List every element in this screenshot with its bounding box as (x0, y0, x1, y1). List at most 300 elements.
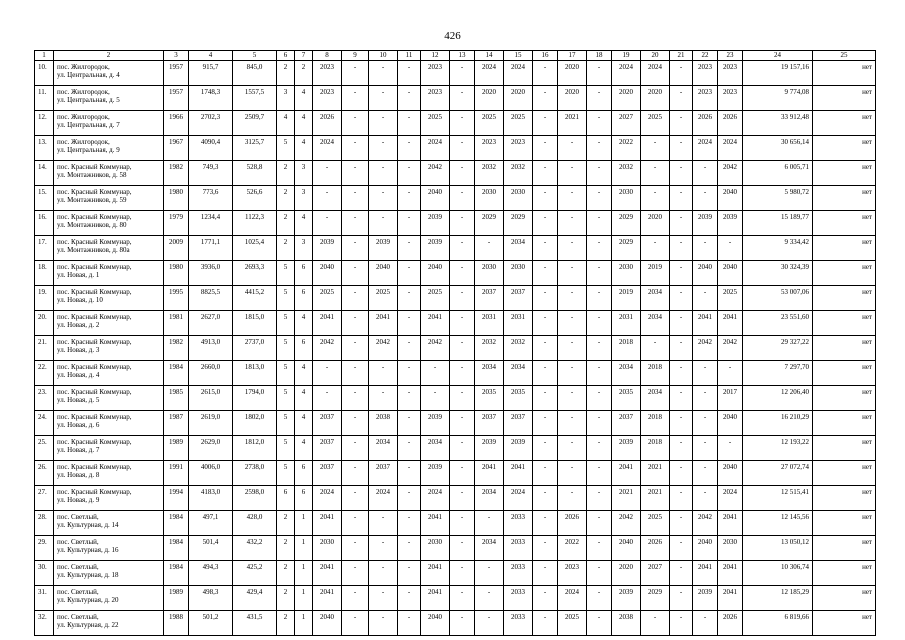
table-cell: - (369, 510, 398, 535)
table-cell: 1991 (164, 460, 189, 485)
cost-cell: 29 327,22 (743, 335, 813, 360)
column-number-cell: 13 (450, 51, 475, 61)
table-cell: - (670, 610, 693, 635)
table-cell: 2027 (641, 560, 670, 585)
table-cell: - (670, 560, 693, 585)
table-cell: 2025 (369, 285, 398, 310)
table-cell: 2 (295, 60, 313, 85)
table-cell: 2024 (421, 485, 450, 510)
status-cell: нет (813, 235, 876, 260)
table-cell: 2025 (641, 110, 670, 135)
table-cell: - (587, 360, 612, 385)
table-row (35, 460, 876, 485)
address-cell: пос. Красный Коммунар, ул. Новая, д. 3 (54, 335, 164, 360)
table-cell: 1989 (164, 585, 189, 610)
table-cell: 428,0 (233, 510, 277, 535)
status-cell: нет (813, 485, 876, 510)
column-number-cell: 14 (475, 51, 504, 61)
table-cell: 1812,0 (233, 435, 277, 460)
table-cell: 2042 (313, 335, 342, 360)
table-cell: 2041 (421, 585, 450, 610)
table-cell: - (693, 235, 718, 260)
table-cell: - (342, 335, 369, 360)
table-cell: - (450, 60, 475, 85)
column-number-cell: 22 (693, 51, 718, 61)
table-cell: 1989 (164, 435, 189, 460)
status-cell: нет (813, 410, 876, 435)
table-cell: - (421, 360, 450, 385)
table-cell: 4913,0 (189, 335, 233, 360)
table-cell: 2040 (421, 610, 450, 635)
table-cell: 2023 (693, 60, 718, 85)
table-cell: - (450, 310, 475, 335)
table-cell: 2041 (718, 585, 743, 610)
row-number-cell: 21. (35, 335, 54, 360)
address-cell: пос. Жилгородок, ул. Центральная, д. 9 (54, 135, 164, 160)
address-cell: пос. Красный Коммунар, ул. Новая, д. 10 (54, 285, 164, 310)
row-number-cell: 25. (35, 435, 54, 460)
table-cell: - (670, 160, 693, 185)
table-cell: 2042 (693, 510, 718, 535)
table-cell: - (342, 135, 369, 160)
table-cell: 1984 (164, 510, 189, 535)
table-cell: - (558, 285, 587, 310)
table-cell: - (450, 110, 475, 135)
table-cell: - (398, 85, 421, 110)
cost-cell: 5 980,72 (743, 185, 813, 210)
row-number-cell: 27. (35, 485, 54, 510)
table-cell: 4 (295, 135, 313, 160)
table-cell: 2030 (475, 185, 504, 210)
table-cell: - (670, 185, 693, 210)
table-cell: - (398, 110, 421, 135)
table-cell: - (475, 585, 504, 610)
table-cell: 6 (295, 335, 313, 360)
table-cell: - (398, 285, 421, 310)
table-cell: 2027 (612, 110, 641, 135)
column-number-cell: 16 (533, 51, 558, 61)
table-cell: - (693, 360, 718, 385)
table-cell: - (398, 335, 421, 360)
table-cell: - (558, 260, 587, 285)
address-cell: пос. Красный Коммунар, ул. Новая, д. 2 (54, 310, 164, 335)
table-cell: - (533, 535, 558, 560)
table-cell: 4 (277, 110, 295, 135)
row-number-cell: 19. (35, 285, 54, 310)
table-row (35, 160, 876, 185)
table-cell: 5 (277, 360, 295, 385)
row-number-cell: 31. (35, 585, 54, 610)
table-cell: 1 (295, 610, 313, 635)
table-cell: 2023 (718, 60, 743, 85)
table-cell: 5 (277, 285, 295, 310)
status-cell: нет (813, 260, 876, 285)
table-cell: 3 (277, 85, 295, 110)
table-cell: 2041 (504, 460, 533, 485)
table-cell: - (670, 85, 693, 110)
table-cell: 2026 (641, 535, 670, 560)
table-cell: 915,7 (189, 60, 233, 85)
table-cell: 2041 (475, 460, 504, 485)
table-cell: 2039 (693, 585, 718, 610)
status-cell: нет (813, 585, 876, 610)
column-number-cell: 2 (54, 51, 164, 61)
table-cell: - (533, 410, 558, 435)
table-cell: 1957 (164, 85, 189, 110)
cost-cell: 9 334,42 (743, 235, 813, 260)
column-number-cell: 23 (718, 51, 743, 61)
table-cell: - (313, 185, 342, 210)
table-cell: - (670, 285, 693, 310)
address-cell: пос. Жилгородок, ул. Центральная, д. 4 (54, 60, 164, 85)
table-cell: 431,5 (233, 610, 277, 635)
table-cell: 4 (295, 435, 313, 460)
table-cell: 2029 (504, 210, 533, 235)
table-cell: - (450, 460, 475, 485)
cost-cell: 23 551,60 (743, 310, 813, 335)
table-cell: 2024 (369, 485, 398, 510)
address-cell: пос. Светлый, ул. Культурная, д. 16 (54, 535, 164, 560)
table-cell: - (450, 210, 475, 235)
table-cell: 2025 (558, 610, 587, 635)
table-cell: 2693,3 (233, 260, 277, 285)
column-number-cell: 8 (313, 51, 342, 61)
table-cell: 2598,0 (233, 485, 277, 510)
table-cell: 2018 (641, 410, 670, 435)
table-cell: 1966 (164, 110, 189, 135)
row-number-cell: 12. (35, 110, 54, 135)
table-cell: 2024 (504, 485, 533, 510)
table-cell: - (670, 335, 693, 360)
table-cell: - (398, 60, 421, 85)
table-cell: 2021 (641, 485, 670, 510)
table-cell: 1985 (164, 385, 189, 410)
table-cell: 2 (277, 210, 295, 235)
table-cell: - (670, 435, 693, 460)
table-cell: - (475, 510, 504, 535)
address-cell: пос. Красный Коммунар, ул. Новая, д. 6 (54, 410, 164, 435)
table-cell: 2029 (475, 210, 504, 235)
table-cell: - (450, 335, 475, 360)
table-cell: 2615,0 (189, 385, 233, 410)
table-cell: - (342, 560, 369, 585)
table-row (35, 110, 876, 135)
table-cell: - (670, 110, 693, 135)
housing-repair-table (34, 50, 876, 636)
table-cell: 2702,3 (189, 110, 233, 135)
table-cell: 2037 (313, 460, 342, 485)
table-cell: 2024 (641, 60, 670, 85)
table-row (35, 385, 876, 410)
table-cell: 3936,0 (189, 260, 233, 285)
table-cell: - (641, 335, 670, 360)
column-number-cell: 21 (670, 51, 693, 61)
table-cell: 845,0 (233, 60, 277, 85)
table-cell: 2041 (313, 560, 342, 585)
address-cell: пос. Красный Коммунар, ул. Новая, д. 1 (54, 260, 164, 285)
table-cell: 2029 (612, 235, 641, 260)
table-cell: 2040 (313, 260, 342, 285)
table-cell: - (450, 135, 475, 160)
table-cell: - (670, 385, 693, 410)
table-row (35, 210, 876, 235)
address-cell: пос. Светлый, ул. Культурная, д. 22 (54, 610, 164, 635)
table-cell: 1980 (164, 185, 189, 210)
column-number-cell: 24 (743, 51, 813, 61)
table-cell: 6 (295, 460, 313, 485)
table-cell: - (369, 585, 398, 610)
table-cell: - (693, 435, 718, 460)
cost-cell: 12 193,22 (743, 435, 813, 460)
table-cell: 4 (295, 110, 313, 135)
table-cell: - (342, 260, 369, 285)
table-cell: 1122,3 (233, 210, 277, 235)
table-cell: - (558, 360, 587, 385)
table-cell: - (450, 485, 475, 510)
table-cell: 2009 (164, 235, 189, 260)
table-cell: - (342, 60, 369, 85)
table-cell: 5 (277, 460, 295, 485)
table-cell: - (342, 235, 369, 260)
table-cell: 2024 (475, 60, 504, 85)
row-number-cell: 20. (35, 310, 54, 335)
table-cell: 2030 (421, 535, 450, 560)
table-cell: 4415,2 (233, 285, 277, 310)
table-cell: - (587, 335, 612, 360)
table-cell: - (369, 185, 398, 210)
address-cell: пос. Красный Коммунар, ул. Монтажников, д. 58 (54, 160, 164, 185)
table-cell: 1 (295, 560, 313, 585)
table-cell: - (533, 435, 558, 460)
table-cell: 2018 (641, 360, 670, 385)
cost-cell: 19 157,16 (743, 60, 813, 85)
status-cell: нет (813, 210, 876, 235)
table-cell: - (693, 485, 718, 510)
table-cell: 2030 (475, 260, 504, 285)
table-cell: 2024 (718, 485, 743, 510)
table-cell: 1994 (164, 485, 189, 510)
table-cell: 5 (277, 310, 295, 335)
table-cell: 2034 (421, 435, 450, 460)
address-cell: пос. Светлый, ул. Культурная, д. 18 (54, 560, 164, 585)
table-cell: 1980 (164, 260, 189, 285)
table-cell: - (533, 385, 558, 410)
table-cell: - (587, 560, 612, 585)
address-cell: пос. Светлый, ул. Культурная, д. 20 (54, 585, 164, 610)
table-cell: - (533, 185, 558, 210)
table-cell: - (587, 210, 612, 235)
column-number-cell: 12 (421, 51, 450, 61)
table-cell: 2023 (421, 60, 450, 85)
table-cell: - (558, 310, 587, 335)
table-cell: 2034 (641, 310, 670, 335)
table-row (35, 560, 876, 585)
table-cell: 494,3 (189, 560, 233, 585)
table-cell: - (533, 60, 558, 85)
table-cell: 4090,4 (189, 135, 233, 160)
table-cell: 2039 (612, 435, 641, 460)
table-cell: 2024 (504, 60, 533, 85)
table-cell: 2023 (693, 85, 718, 110)
table-cell: 2041 (718, 560, 743, 585)
table-cell: 2037 (369, 460, 398, 485)
table-cell: 6 (295, 260, 313, 285)
table-cell: 4006,0 (189, 460, 233, 485)
table-cell: 2024 (313, 135, 342, 160)
table-cell: 2020 (612, 85, 641, 110)
table-cell: 2040 (612, 535, 641, 560)
table-cell: - (533, 585, 558, 610)
table-cell: 2 (277, 60, 295, 85)
table-cell: - (450, 510, 475, 535)
table-cell: - (398, 510, 421, 535)
table-cell: 749,3 (189, 160, 233, 185)
table-cell: 2040 (718, 460, 743, 485)
table-cell: 2 (277, 560, 295, 585)
table-cell: - (450, 235, 475, 260)
table-cell: - (533, 235, 558, 260)
table-cell: - (533, 160, 558, 185)
table-cell: 5 (277, 335, 295, 360)
table-cell: - (342, 385, 369, 410)
table-cell: 1802,0 (233, 410, 277, 435)
table-cell: 5 (277, 410, 295, 435)
table-cell: 2034 (369, 435, 398, 460)
table-cell: 2040 (313, 610, 342, 635)
table-cell: 2629,0 (189, 435, 233, 460)
table-cell: 2020 (558, 60, 587, 85)
table-cell: 2032 (475, 160, 504, 185)
table-cell: - (313, 385, 342, 410)
table-cell: - (398, 460, 421, 485)
table-cell: 2020 (475, 85, 504, 110)
table-cell: 2042 (612, 510, 641, 535)
table-cell: - (670, 60, 693, 85)
table-cell: 2627,0 (189, 310, 233, 335)
table-cell: - (641, 235, 670, 260)
table-cell: - (693, 160, 718, 185)
table-cell: 2040 (421, 260, 450, 285)
table-cell: 501,2 (189, 610, 233, 635)
table-cell: 2032 (612, 160, 641, 185)
table-row (35, 60, 876, 85)
table-cell: - (450, 610, 475, 635)
table-cell: - (533, 360, 558, 385)
table-cell: 2026 (718, 110, 743, 135)
table-cell: 2041 (693, 310, 718, 335)
table-cell: - (558, 485, 587, 510)
row-number-cell: 23. (35, 385, 54, 410)
table-cell: 2042 (421, 335, 450, 360)
table-cell: - (369, 110, 398, 135)
table-cell: 2042 (718, 160, 743, 185)
table-cell: 2039 (421, 235, 450, 260)
table-cell: 2034 (612, 360, 641, 385)
table-cell: 773,6 (189, 185, 233, 210)
table-row (35, 585, 876, 610)
table-cell: - (398, 535, 421, 560)
table-cell: - (398, 585, 421, 610)
table-cell: - (533, 510, 558, 535)
table-cell: 4 (295, 210, 313, 235)
table-cell: 2025 (313, 285, 342, 310)
table-cell: 1984 (164, 360, 189, 385)
table-cell: 498,3 (189, 585, 233, 610)
table-cell: - (369, 160, 398, 185)
table-cell: - (533, 335, 558, 360)
table-cell: 2033 (504, 610, 533, 635)
table-cell: - (450, 360, 475, 385)
table-cell: 2029 (612, 210, 641, 235)
table-cell: - (533, 135, 558, 160)
table-cell: 2030 (612, 260, 641, 285)
table-cell: 2032 (504, 335, 533, 360)
table-cell: 4 (295, 85, 313, 110)
table-cell: - (398, 435, 421, 460)
table-cell: - (450, 85, 475, 110)
table-cell: 2737,0 (233, 335, 277, 360)
table-cell: - (693, 610, 718, 635)
table-cell: 1 (295, 535, 313, 560)
table-cell: - (369, 210, 398, 235)
table-cell: 2025 (718, 285, 743, 310)
table-cell: 2033 (504, 535, 533, 560)
table-cell: - (369, 85, 398, 110)
cost-cell: 30 656,14 (743, 135, 813, 160)
table-cell: - (641, 610, 670, 635)
table-cell: 2034 (475, 535, 504, 560)
table-cell: - (533, 485, 558, 510)
table-cell: 2033 (504, 510, 533, 535)
table-cell: - (558, 160, 587, 185)
table-cell: 3 (295, 185, 313, 210)
table-cell: 2023 (504, 135, 533, 160)
table-cell: - (450, 285, 475, 310)
address-cell: пос. Красный Коммунар, ул. Монтажников, д. 80а (54, 235, 164, 260)
table-row (35, 510, 876, 535)
table-cell: 2030 (504, 185, 533, 210)
table-cell: - (369, 135, 398, 160)
address-cell: пос. Жилгородок, ул. Центральная, д. 7 (54, 110, 164, 135)
table-cell: - (558, 460, 587, 485)
table-cell: - (558, 210, 587, 235)
table-cell: - (533, 310, 558, 335)
table-cell: 2035 (504, 385, 533, 410)
table-cell: - (342, 185, 369, 210)
table-cell: - (670, 460, 693, 485)
table-cell: 2020 (558, 85, 587, 110)
table-cell: - (587, 410, 612, 435)
table-cell: - (718, 360, 743, 385)
table-cell: 2023 (718, 85, 743, 110)
table-cell: 1984 (164, 560, 189, 585)
table-cell: - (587, 60, 612, 85)
status-cell: нет (813, 460, 876, 485)
cost-cell: 12 185,29 (743, 585, 813, 610)
table-cell: 2018 (641, 435, 670, 460)
table-cell: 6 (295, 285, 313, 310)
column-number-cell: 1 (35, 51, 54, 61)
table-cell: - (369, 560, 398, 585)
table-cell: 2660,0 (189, 360, 233, 385)
table-cell: 6 (277, 485, 295, 510)
table-cell: - (533, 85, 558, 110)
table-cell: 2 (277, 535, 295, 560)
table-cell: 2041 (421, 560, 450, 585)
table-cell: 2034 (475, 360, 504, 385)
table-cell: 2039 (369, 235, 398, 260)
table-cell: - (342, 160, 369, 185)
